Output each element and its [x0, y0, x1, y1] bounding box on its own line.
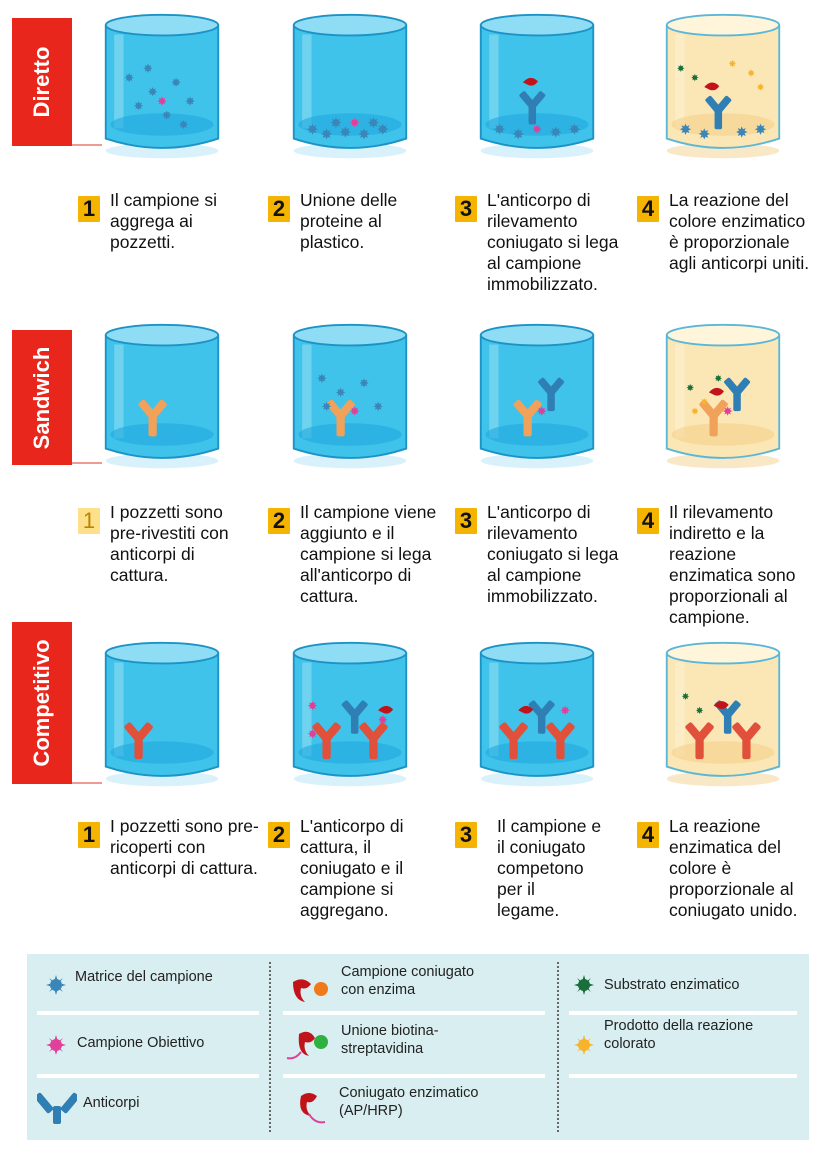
row-tab-sandwich: Sandwich: [12, 330, 72, 465]
beaker-illustration: [97, 640, 227, 790]
beaker-illustration: [472, 322, 602, 472]
legend-label: Anticorpi: [83, 1095, 140, 1111]
enzyme-substrate-icon: [573, 974, 595, 996]
legend-separator: [37, 1011, 259, 1015]
step-text: Il campione si aggrega ai pozzetti.: [110, 190, 217, 252]
beaker-illustration: [658, 640, 788, 790]
row-tab-diretto: Diretto: [12, 18, 72, 146]
step-number: 1: [78, 822, 100, 848]
step-text: Il campione viene aggiunto e il campione si lega all'anticorpo di cattura.: [300, 502, 437, 606]
sample-matrix-icon: [45, 974, 67, 996]
target-sample-icon: [45, 1034, 67, 1056]
beaker-illustration: [472, 12, 602, 162]
step-text: L'anticorpo di rilevamento coniugato si lega al campione immobilizzato.: [487, 502, 619, 606]
beaker-illustration: [285, 322, 415, 472]
step-number: 3: [455, 508, 477, 534]
legend-separator: [283, 1074, 545, 1078]
step-text: Il rilevamento indiretto e la reazione enzimatica sono proporzionali al campione.: [669, 502, 796, 627]
biotin-streptavidin-icon: [285, 1028, 337, 1062]
step-text: L'anticorpo di cattura, il coniugato e il campione si aggregano.: [300, 816, 404, 920]
step-text: Unione delle proteine al plastico.: [300, 190, 398, 252]
step-number: 3: [455, 196, 477, 222]
legend-label: Prodotto della reazione colorato: [604, 1018, 754, 1052]
step-number: 1: [78, 196, 100, 222]
legend-divider: [557, 962, 559, 1132]
legend-label: Unione biotina-streptavidina: [341, 1023, 439, 1057]
step-text: L'anticorpo di rilevamento coniugato si lega al campione immobilizzato.: [487, 190, 619, 294]
legend-label: Campione Obiettivo: [77, 1035, 205, 1051]
beaker-illustration: [472, 640, 602, 790]
beaker-illustration: [658, 322, 788, 472]
step-number: 4: [637, 196, 659, 222]
step-text: Il campione e il coniugato competono per il legame.: [497, 816, 602, 920]
colored-product-icon: [573, 1034, 595, 1056]
step-number: 2: [268, 196, 290, 222]
step-text: I pozzetti sono pre-rivestiti con anticorpi di cattura.: [110, 502, 229, 585]
antibody-icon: [37, 1088, 77, 1124]
beaker-illustration: [658, 12, 788, 162]
legend-label: Substrato enzimatico: [604, 977, 740, 993]
beaker-illustration: [285, 640, 415, 790]
step-number: 2: [268, 822, 290, 848]
legend-label: Campione coniugato con enzima: [341, 964, 475, 998]
step-number: 1: [78, 508, 100, 534]
step-number: 4: [637, 508, 659, 534]
beaker-illustration: [97, 12, 227, 162]
legend-label: Matrice del campione: [75, 969, 213, 985]
enzyme-conjugate-icon: [295, 1090, 331, 1126]
legend: [27, 954, 809, 1140]
beaker-illustration: [285, 12, 415, 162]
enzyme-conjugated-sample-icon: [289, 976, 335, 1006]
legend-separator: [37, 1074, 259, 1078]
legend-separator: [283, 1011, 545, 1015]
step-text: La reazione enzimatica del colore è proporzionale al coniugato unido.: [669, 816, 798, 920]
legend-label: Coniugato enzimatico (AP/HRP): [339, 1085, 479, 1119]
step-text: I pozzetti sono pre-ricoperti con anticorpi di cattura.: [110, 816, 259, 878]
beaker-illustration: [97, 322, 227, 472]
step-text: La reazione del colore enzimatico è proporzionale agli anticorpi uniti.: [669, 190, 810, 273]
step-number: 3: [455, 822, 477, 848]
legend-divider: [269, 962, 271, 1132]
legend-separator: [569, 1011, 797, 1015]
legend-separator: [569, 1074, 797, 1078]
row-tab-competitivo: Competitivo: [12, 622, 72, 784]
step-number: 4: [637, 822, 659, 848]
step-number: 2: [268, 508, 290, 534]
